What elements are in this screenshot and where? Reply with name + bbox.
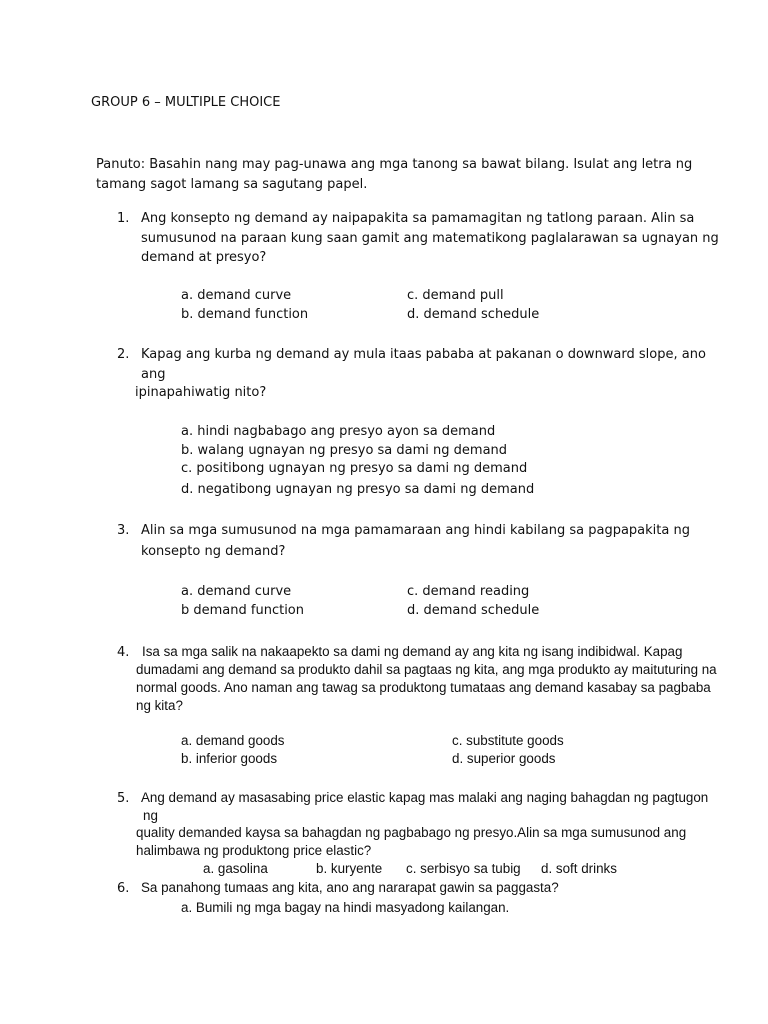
choice: b. kuryente: [316, 861, 383, 876]
choice: d. soft drinks: [541, 861, 617, 876]
choice: c. positibong ugnayan ng presyo sa dami ng demand: [181, 461, 528, 476]
question-text-line: Kapag ang kurba ng demand ay mula itaas pababa at pakanan o downward slope, ano: [141, 347, 706, 362]
question-text-line: dumadami ang demand sa produkto dahil sa pagtaas ng kita, ang mga produkto ay maituturing na: [136, 662, 717, 677]
question-text-line: Sa panahong tumaas ang kita, ano ang nararapat gawin sa paggasta?: [141, 880, 559, 895]
question-text-line: normal goods. Ano naman ang tawag sa produktong tumataas ang demand kasabay sa pagbaba: [136, 680, 711, 695]
question-text-line: Ang konsepto ng demand ay naipapakita sa pamamagitan ng tatlong paraan. Alin sa: [141, 211, 695, 226]
question-text-line: konsepto ng demand?: [141, 544, 286, 559]
choice: c. demand reading: [407, 584, 530, 599]
question-text-line: ng: [143, 808, 158, 823]
question-text-line: sumusunod na paraan kung saan gamit ang matematikong paglalarawan sa ugnayan ng: [141, 231, 719, 246]
choice: b. demand function: [181, 307, 309, 322]
instructions-line: Panuto: Basahin nang may pag-unawa ang mga tanong sa bawat bilang. Isulat ang letra ng: [96, 157, 693, 172]
question-text-line: ng kita?: [136, 698, 183, 713]
question-text-line: quality demanded kaysa sa bahagdan ng pagbabago ng presyo.Alin sa mga sumusunod ang: [136, 825, 687, 840]
choice: d. superior goods: [452, 751, 556, 766]
question-text-line: Ang demand ay masasabing price elastic kapag mas malaki ang naging bahagdan ng pagtugon: [141, 790, 709, 805]
page-title: GROUP 6 – MULTIPLE CHOICE: [91, 95, 281, 110]
choice: a. Bumili ng mga bagay na hindi masyadong kailangan.: [181, 900, 510, 915]
question-number: 2.: [117, 347, 130, 362]
choice: b. walang ugnayan ng presyo sa dami ng demand: [181, 443, 508, 458]
question-text-line: halimbawa ng produktong price elastic?: [136, 843, 372, 858]
question-text-line: Isa sa mga salik na nakaapekto sa dami ng demand ay ang kita ng isang indibidwal. Kapag: [142, 644, 683, 659]
choice: c. serbisyo sa tubig: [406, 861, 521, 876]
question-number: 5.: [117, 791, 130, 806]
question-number: 1.: [117, 211, 130, 226]
choice: c. demand pull: [407, 288, 504, 303]
question-number: 4.: [117, 645, 130, 660]
question-text-line: demand at presyo?: [141, 250, 267, 265]
question-text-line: Alin sa mga sumusunod na mga pamamaraan ang hindi kabilang sa pagpapakita ng: [141, 523, 690, 538]
choice: a. gasolina: [203, 861, 268, 876]
question-number: 6.: [117, 881, 130, 896]
choice: a. demand goods: [181, 733, 285, 748]
choice: b. inferior goods: [181, 751, 278, 766]
choice: a. demand curve: [181, 288, 292, 303]
choice: a. demand curve: [181, 584, 292, 599]
question-number: 3.: [117, 523, 130, 538]
choice: c. substitute goods: [452, 733, 564, 748]
choice: d. demand schedule: [407, 307, 540, 322]
question-text-line: ipinapahiwatig nito?: [135, 385, 267, 400]
choice: a. hindi nagbabago ang presyo ayon sa demand: [181, 424, 496, 439]
instructions-line: tamang sagot lamang sa sagutang papel.: [96, 177, 368, 192]
question-text-line: ang: [141, 367, 166, 382]
choice: b demand function: [181, 603, 304, 618]
choice: d. negatibong ugnayan ng presyo sa dami ng demand: [181, 482, 535, 497]
choice: d. demand schedule: [407, 603, 540, 618]
